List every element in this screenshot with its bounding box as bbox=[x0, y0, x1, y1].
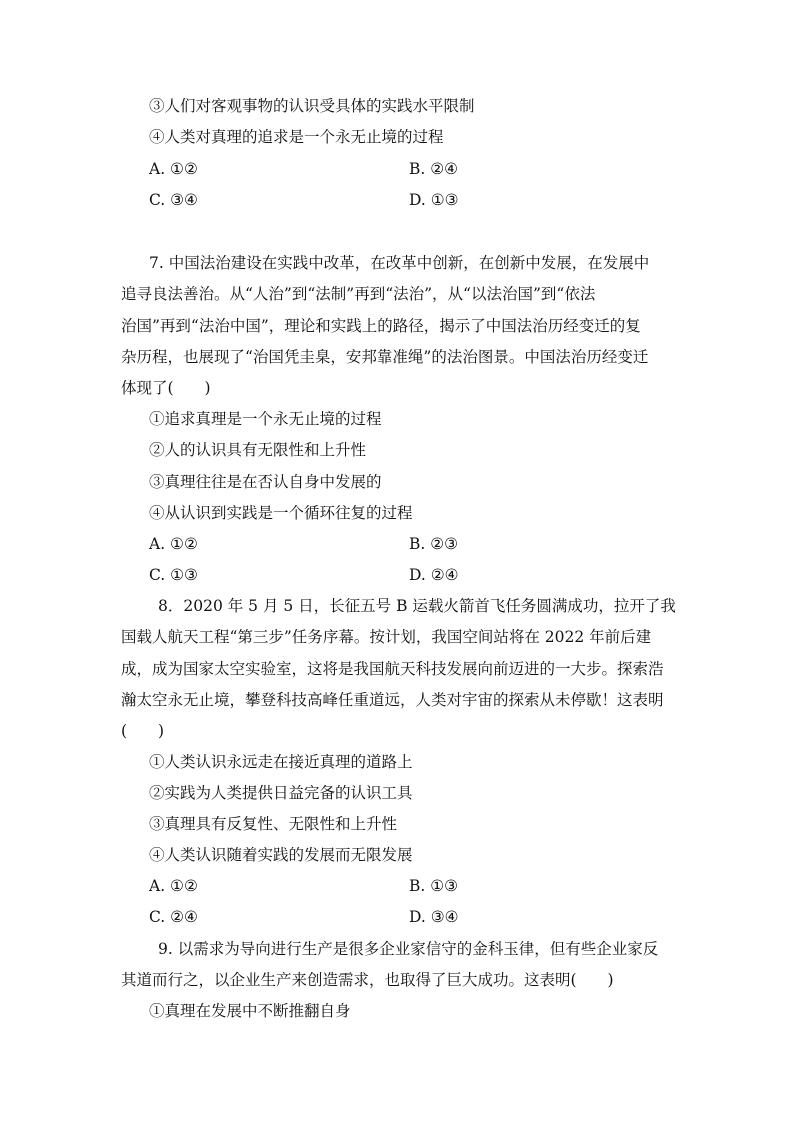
q7-statement-4: ④从认识到实践是一个循环往复的过程 bbox=[149, 504, 413, 522]
q6-statement-3: ③人们对客观事物的认识受具体的实践水平限制 bbox=[149, 97, 475, 115]
q6-option-b: B. ②④ bbox=[409, 160, 459, 178]
q7-statement-2: ②人的认识具有无限性和上升性 bbox=[149, 441, 367, 459]
q8-stem-line-2: 国载人航天工程“第三步”任务序幕。按计划，我国空间站将在 2022 年前后建 bbox=[121, 628, 652, 646]
q6-option-c: C. ③④ bbox=[149, 191, 198, 209]
q8-option-c: C. ②④ bbox=[149, 908, 198, 926]
q7-statement-3: ③真理往往是在否认自身中发展的 bbox=[149, 473, 382, 491]
q8-option-a: A. ①② bbox=[149, 877, 198, 895]
q7-stem-line-1: 7. 中国法治建设在实践中改革，在改革中创新，在创新中发展，在发展中 bbox=[149, 254, 650, 272]
q8-option-d: D. ③④ bbox=[409, 908, 459, 926]
q8-statement-4: ④人类认识随着实践的发展而无限发展 bbox=[149, 846, 413, 864]
q7-statement-1: ①追求真理是一个永无止境的过程 bbox=[149, 410, 382, 428]
q7-stem-line-5: 体现了( ) bbox=[121, 379, 211, 397]
q7-stem-line-4: 杂历程，也展现了“治国凭圭臬，安邦靠准绳”的法治图景。中国法治历经变迁 bbox=[121, 348, 649, 366]
q9-statement-1: ①真理在发展中不断推翻自身 bbox=[149, 1002, 351, 1020]
q8-stem-line-3: 成，成为国家太空实验室，这将是我国航天科技发展向前迈进的一大步。探索浩 bbox=[121, 660, 664, 678]
q7-stem-line-2: 追寻良法善治。从“人治”到“法制”再到“法治”，从“以法治国”到“依法 bbox=[121, 285, 596, 303]
q7-stem-line-3: 治国”再到“法治中国”，理论和实践上的路径，揭示了中国法治历经变迁的复 bbox=[121, 317, 641, 335]
q9-stem-line-1: 9. 以需求为导向进行生产是很多企业家信守的金科玉律，但有些企业家反 bbox=[158, 940, 659, 958]
q8-statement-3: ③真理具有反复性、无限性和上升性 bbox=[149, 815, 398, 833]
q9-stem-line-2: 其道而行之，以企业生产来创造需求，也取得了巨大成功。这表明( ) bbox=[121, 971, 614, 989]
q6-statement-4: ④人类对真理的追求是一个永无止境的过程 bbox=[149, 128, 444, 146]
q7-option-c: C. ①③ bbox=[149, 566, 198, 584]
q8-option-b: B. ①③ bbox=[409, 877, 459, 895]
q7-option-b: B. ②③ bbox=[409, 535, 459, 553]
q8-stem-line-1: 8．2020 年 5 月 5 日，长征五号 B 运载火箭首飞任务圆满成功，拉开了我 bbox=[158, 597, 676, 615]
q8-statement-2: ②实践为人类提供日益完备的认识工具 bbox=[149, 784, 413, 802]
q7-option-d: D. ②④ bbox=[409, 566, 459, 584]
q8-statement-1: ①人类认识永远走在接近真理的道路上 bbox=[149, 753, 413, 771]
q8-stem-line-4: 瀚太空永无止境，攀登科技高峰任重道远，人类对宇宙的探索从未停歇！这表明 bbox=[121, 691, 664, 709]
q8-stem-line-5: ( ) bbox=[121, 722, 165, 740]
q7-option-a: A. ①② bbox=[149, 535, 198, 553]
q6-option-a: A. ①② bbox=[149, 160, 198, 178]
q6-option-d: D. ①③ bbox=[409, 191, 459, 209]
